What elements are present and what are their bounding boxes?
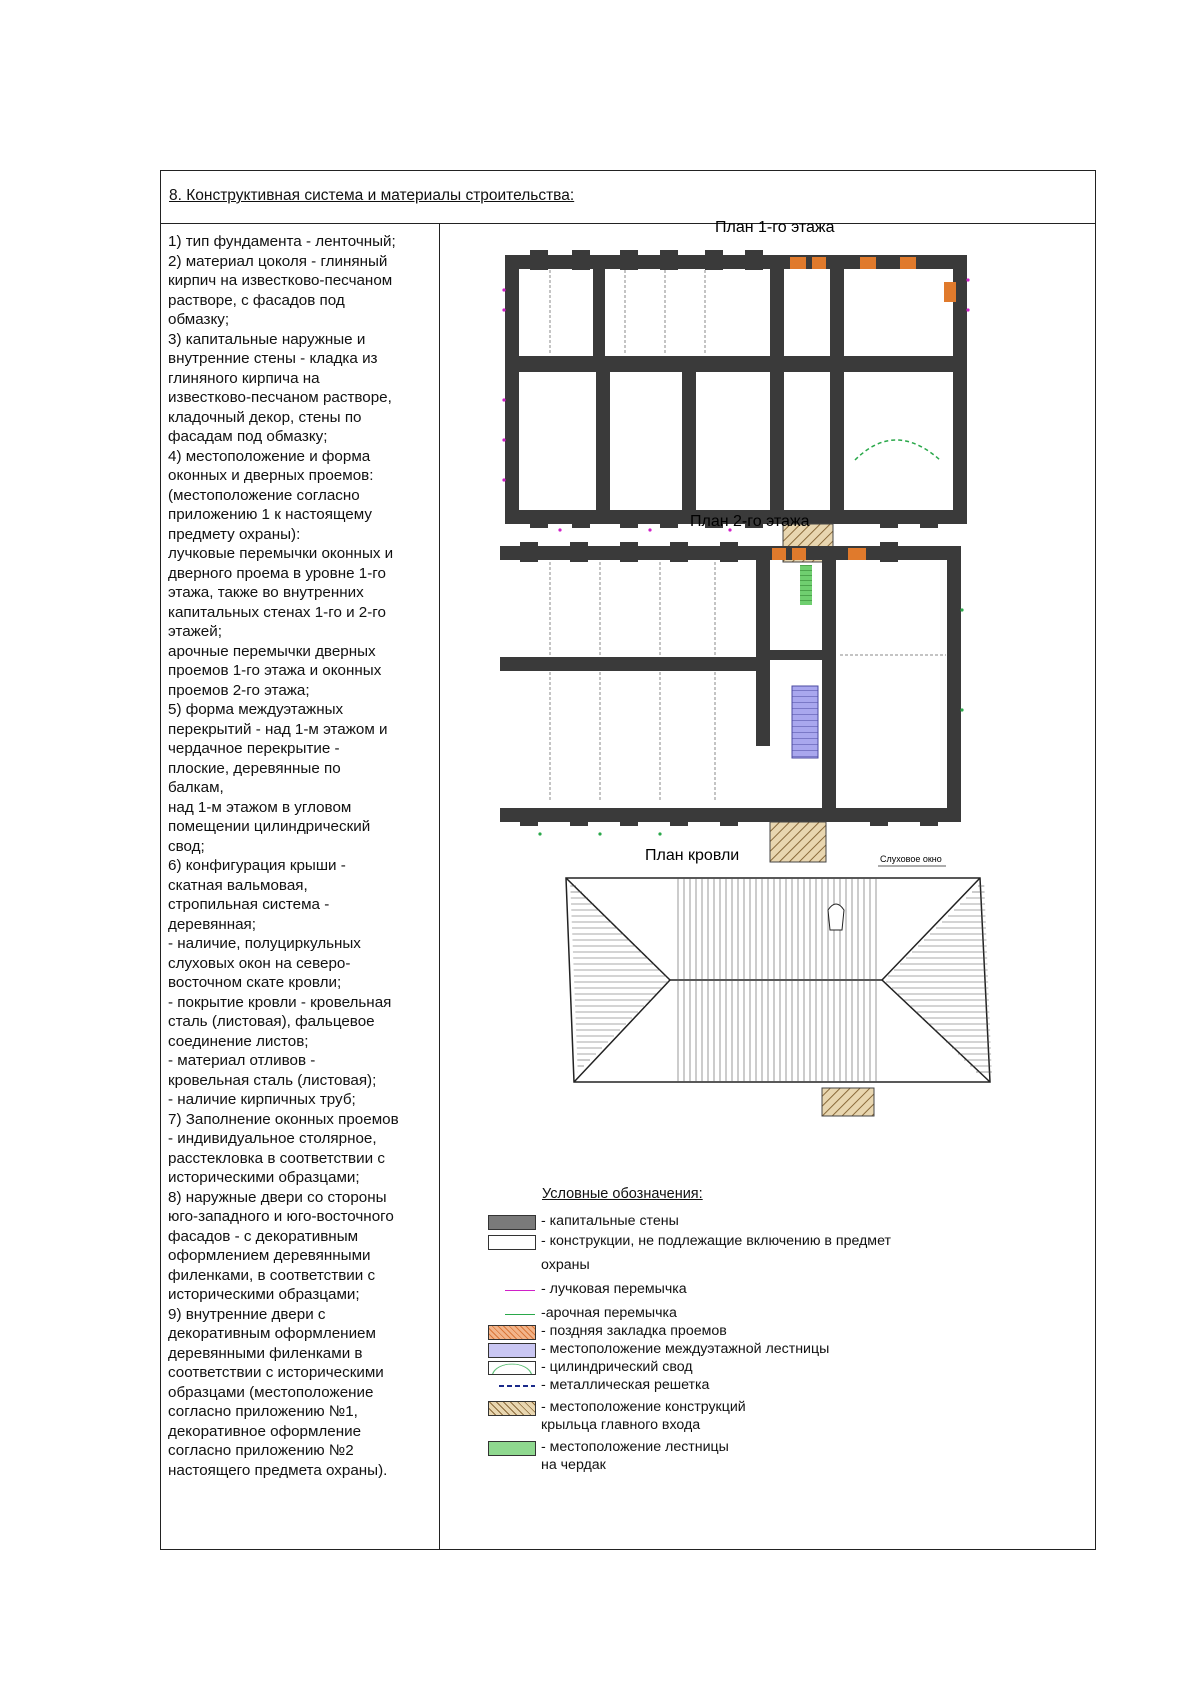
description-line: проемов 2-го этажа; (168, 681, 310, 699)
legend-item-label: - местоположение конструкций (541, 1399, 746, 1415)
description-line: 1) тип фундамента - ленточный; (168, 233, 396, 250)
description-line: перекрытий - над 1-м этажом и (168, 720, 388, 738)
legend-swatch (488, 1401, 536, 1416)
description-line: филенками, в соответствии с (168, 1266, 376, 1284)
legend-swatch (505, 1307, 535, 1321)
description-line: оконных и дверных проемов: (168, 467, 374, 484)
description-line: 6) конфигурация крыши - (168, 857, 346, 874)
description-line: соответствии с историческими (168, 1364, 384, 1381)
description-line: глиняного кирпича на (168, 369, 320, 387)
dormer-window (828, 904, 844, 930)
description-line: юго-западного и юго-восточного (168, 1208, 394, 1225)
legend-swatch (488, 1441, 536, 1456)
floor1-title: План 1-го этажа (715, 219, 835, 236)
description-line: 3) капитальные наружные и (168, 330, 366, 348)
description-line: 7) Заполнение оконных проемов (168, 1110, 399, 1128)
description-line: растворе, с фасадов под (168, 291, 345, 309)
description-line: скатная вальмовая, (168, 876, 308, 894)
description-line: этажа, также во внутренних (168, 584, 364, 601)
floor2-plan (500, 513, 964, 862)
legend-item (485, 1359, 955, 1379)
roof-porch (822, 1088, 874, 1116)
legend-item-label: на чердак (541, 1457, 606, 1473)
description-line: 8) наружные двери со стороны (168, 1188, 387, 1206)
column-divider (439, 223, 440, 1549)
floor1-outer-walls (512, 262, 960, 517)
legend-item-label: - металлическая решетка (541, 1377, 710, 1393)
description-line: балкам, (168, 779, 224, 796)
description-line: 4) местоположение и форма (168, 447, 371, 465)
description-line: историческими образцами; (168, 1169, 360, 1186)
description-line: - материал отливов - (168, 1052, 316, 1069)
legend-swatch (505, 1283, 535, 1297)
description-line: деревянными филенками в (168, 1344, 363, 1362)
description-line: приложению 1 к настоящему (168, 506, 372, 523)
description-line: над 1-м этажом в угловом (168, 798, 352, 816)
section-title: 8. Конструктивная система и материалы строительства: (169, 187, 575, 204)
legend-swatch (488, 1361, 536, 1375)
legend-item (485, 1233, 955, 1253)
legend-item-label: -арочная перемычка (541, 1305, 677, 1321)
roof-plan (566, 847, 992, 1116)
description-line: проемов 1-го этажа и оконных (168, 662, 382, 679)
legend-item (485, 1439, 955, 1459)
description-line: (местоположение согласно (168, 486, 360, 504)
legend-item (485, 1281, 955, 1301)
description-line: слуховых окон на северо- (168, 954, 351, 972)
description-line: - наличие кирпичных труб; (168, 1091, 356, 1108)
description-line: предмету охраны): (168, 525, 301, 543)
floor2-attic-stair (800, 565, 812, 605)
description-line: арочные перемычки дверных (168, 642, 376, 660)
description-column (168, 232, 436, 1480)
description-line: 9) внутренние двери с (168, 1305, 326, 1323)
description-line: стропильная система - (168, 896, 330, 913)
description-line: дверного проема в уровне 1-го (168, 564, 386, 582)
legend-item (485, 1213, 955, 1233)
legend-item (485, 1341, 955, 1361)
description-line: кладочный декор, стены по (168, 408, 362, 426)
description-line: плоские, деревянные по (168, 759, 341, 777)
legend-item (485, 1457, 955, 1477)
description-line: помещении цилиндрический (168, 818, 371, 835)
description-line: историческими образцами; (168, 1286, 360, 1303)
description-line: оформлением деревянными (168, 1247, 371, 1264)
description-line: 2) материал цоколя - глиняный (168, 252, 388, 270)
legend-swatch (488, 1343, 536, 1358)
legend-swatch (488, 1215, 536, 1230)
description-line: сталь (листовая), фальцевое (168, 1013, 375, 1030)
description-line: декоративное оформление (168, 1422, 362, 1440)
legend-title: Условные обозначения: (542, 1186, 703, 1202)
legend-item-label: - поздняя закладка проемов (541, 1323, 727, 1339)
description-line: внутренние стены - кладка из (168, 350, 378, 367)
description-line: соединение листов; (168, 1032, 309, 1050)
description-line: согласно приложению №2 (168, 1442, 354, 1459)
dormer-label: Слуховое окно (880, 854, 942, 864)
legend-item-label: - конструкции, не подлежащие включению в предмет (541, 1233, 891, 1249)
legend-item-label: - лучковая перемычка (541, 1281, 687, 1297)
description-line: фасадов - с декоративным (168, 1227, 359, 1245)
legend-item-label: - цилиндрический свод (541, 1359, 693, 1375)
description-line: лучковые перемычки оконных и (168, 545, 394, 562)
description-line: обмазку; (168, 311, 230, 328)
description-line: капитальных стенах 1-го и 2-го (168, 603, 386, 621)
floor2-outer-walls (500, 553, 954, 815)
description-line: декоративным оформлением (168, 1325, 376, 1342)
legend-item-label: - местоположение лестницы (541, 1439, 729, 1455)
floor1-inner-wall-h (512, 356, 960, 372)
legend-item-label: крыльца главного входа (541, 1417, 701, 1433)
description-line: - индивидуальное столярное, (168, 1130, 377, 1147)
floor2-main-stair (792, 686, 818, 758)
description-line: этажей; (168, 623, 222, 640)
description-line: фасадам под обмазку; (168, 428, 328, 445)
legend-item (485, 1257, 955, 1277)
description-line: кровельная сталь (листовая); (168, 1071, 377, 1089)
roof-title: План кровли (645, 847, 740, 864)
legend-item (485, 1377, 955, 1397)
description-line: кирпич на известково-песчаном (168, 272, 393, 289)
description-line: согласно приложению №1, (168, 1403, 358, 1420)
description-line: - наличие, полуциркульных (168, 935, 361, 952)
description-line: восточном скате кровли; (168, 974, 342, 991)
description-line: образцами (местоположение (168, 1383, 374, 1401)
legend-item (485, 1417, 955, 1437)
legend-item-label: охраны (541, 1257, 590, 1273)
legend-swatch (488, 1235, 536, 1250)
description-line: настоящего предмета охраны). (168, 1461, 388, 1479)
legend-item (485, 1399, 955, 1419)
floor1-plan (502, 219, 969, 562)
description-line: чердачное перекрытие - (168, 740, 340, 757)
legend-item-label: - капитальные стены (541, 1213, 679, 1229)
description-line: 5) форма междуэтажных (168, 701, 344, 718)
description-line: деревянная; (168, 915, 256, 933)
legend-item (485, 1305, 955, 1325)
description-line: - покрытие кровли - кровельная (168, 993, 392, 1011)
legend-item-label: - местоположение междуэтажной лестницы (541, 1341, 830, 1357)
description-line: расстекловка в соответствии с (168, 1149, 385, 1167)
legend-swatch (488, 1325, 536, 1340)
plans-drawing (500, 210, 1120, 1170)
legend-swatch (499, 1379, 535, 1393)
floor2-title: План 2-го этажа (690, 513, 810, 530)
legend-item (485, 1323, 955, 1343)
description-line: свод; (168, 837, 205, 855)
floor2-porch (770, 822, 826, 862)
description-line: известково-песчаном растворе, (168, 389, 392, 406)
